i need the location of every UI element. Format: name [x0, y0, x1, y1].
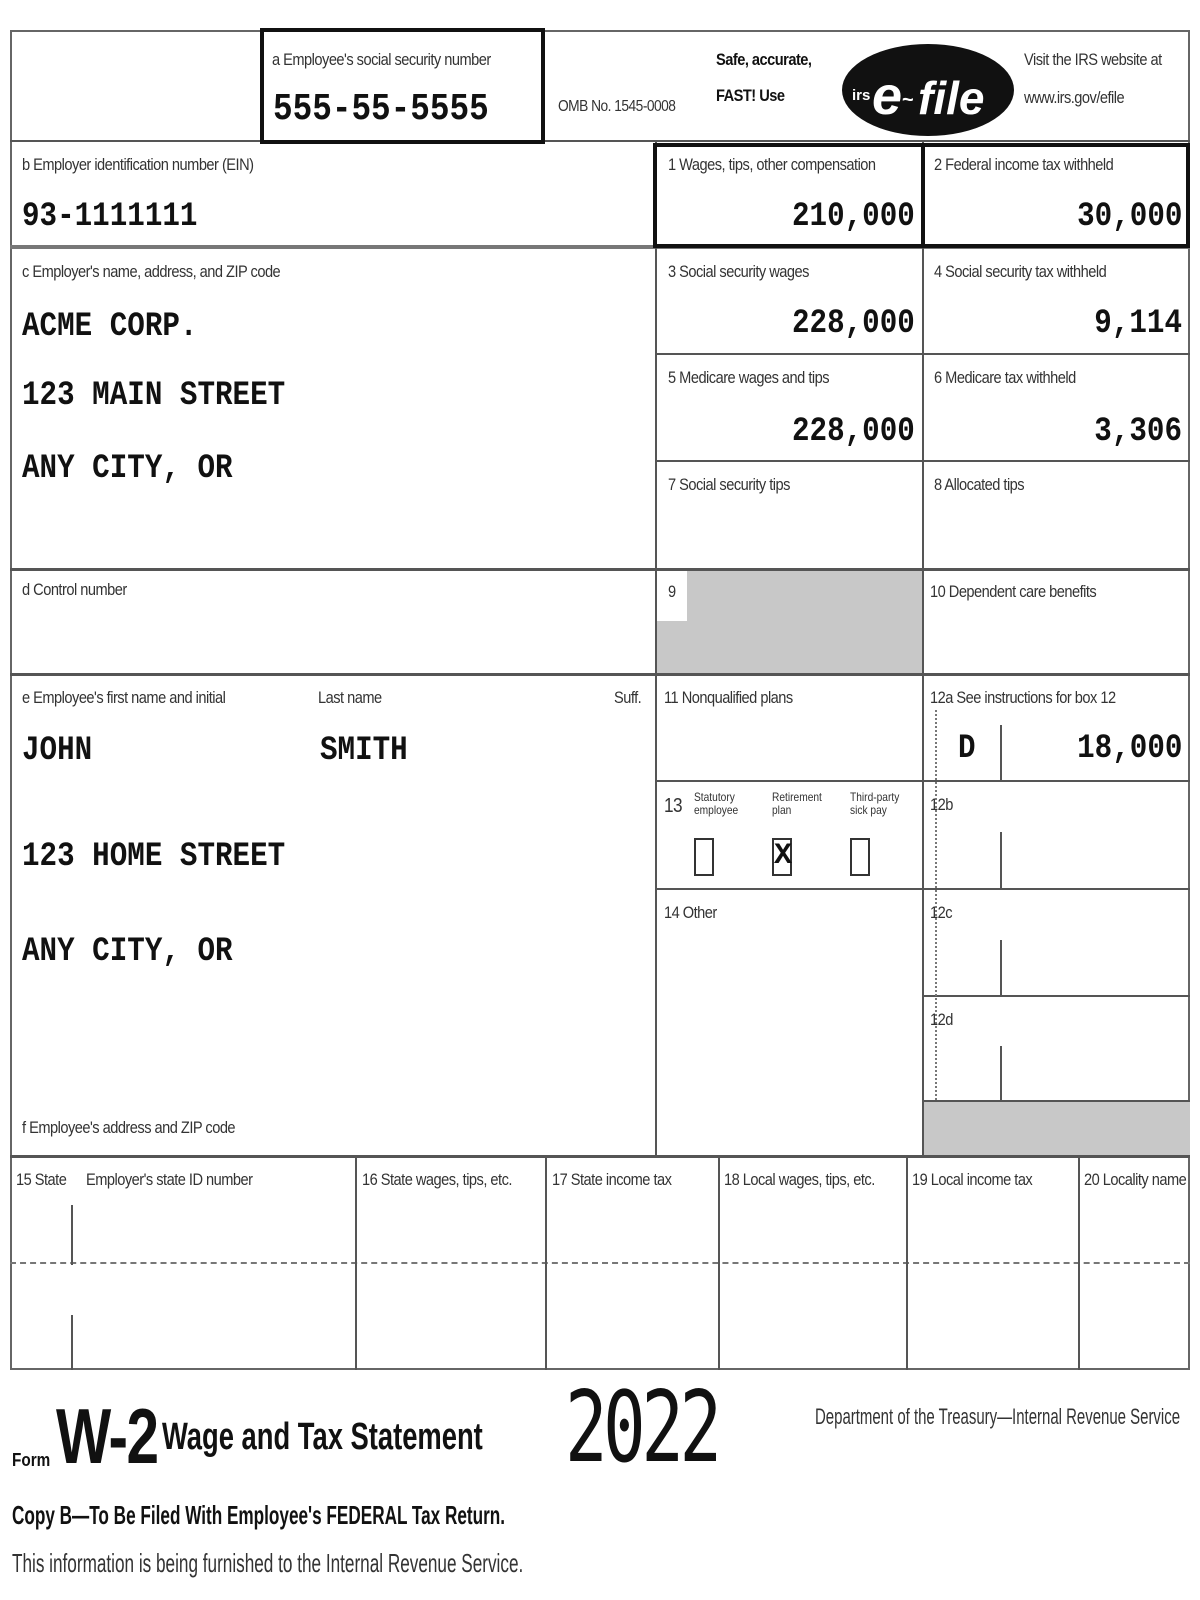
box-16-label: 16 State wages, tips, etc. [362, 1170, 512, 1189]
ein-label: b Employer identification number (EIN) [22, 155, 254, 174]
state-id-divider [71, 1205, 73, 1265]
efile-logo-graphic [842, 44, 1014, 136]
rule [10, 568, 1190, 571]
ssn-label: a Employee's social security number [272, 50, 491, 69]
ein-value[interactable]: 93-1111111 [22, 198, 198, 236]
rule [922, 140, 924, 1155]
box-5-value[interactable]: 228,000 [792, 413, 915, 451]
box-12a-code-divider [1000, 725, 1002, 780]
box-13-retirement-label: Retirement plan [772, 790, 822, 817]
rule [545, 1155, 547, 1370]
box-12-shaded [924, 1102, 1190, 1155]
svg-text:irs: irs [852, 87, 871, 104]
employee-address-label: f Employee's address and ZIP code [22, 1118, 236, 1137]
form-name: W-2 [56, 1392, 158, 1480]
box-12d-label: 12d [930, 1010, 953, 1029]
box-18-label: 18 Local wages, tips, etc. [724, 1170, 875, 1189]
box-11-label: 11 Nonqualified plans [664, 688, 793, 707]
employee-suffix-label: Suff. [614, 688, 642, 707]
box-7-label: 7 Social security tips [668, 475, 790, 494]
box-12a-value[interactable]: 18,000 [1076, 730, 1182, 768]
form-title: Wage and Tax Statement [162, 1416, 483, 1458]
third-party-sick-pay-checkbox[interactable] [850, 838, 870, 876]
info-line: This information is being furnished to the Internal Revenue Service. [12, 1548, 524, 1578]
box-19-label: 19 Local income tax [912, 1170, 1033, 1189]
rule [10, 140, 1190, 142]
box-13-thirdparty-label: Third-party sick pay [850, 790, 900, 817]
control-number-label: d Control number [22, 580, 127, 599]
rule [921, 143, 925, 248]
ssn-value[interactable]: 555-55-5555 [273, 88, 489, 131]
employee-street[interactable]: 123 HOME STREET [22, 838, 286, 876]
box-20-label: 20 Locality name [1084, 1170, 1187, 1189]
box-10-label: 10 Dependent care benefits [930, 582, 1097, 601]
employee-first-label: e Employee's first name and initial [22, 688, 226, 707]
retirement-plan-checkbox[interactable]: X [772, 838, 792, 876]
state-id-divider [71, 1315, 73, 1370]
statutory-employee-checkbox[interactable] [694, 838, 714, 876]
omb-number: OMB No. 1545-0008 [558, 98, 676, 115]
box-12c-label: 12c [930, 903, 953, 922]
department-line: Department of the Treasury—Internal Revenue Service [815, 1404, 1181, 1429]
rule [10, 1155, 1190, 1158]
form-word: Form [12, 1450, 51, 1470]
visit-line-1: Visit the IRS website at [1024, 50, 1162, 69]
rule [922, 995, 1190, 997]
slogan-line-2: FAST! Use [716, 86, 785, 105]
box-17-label: 17 State income tax [552, 1170, 672, 1189]
employee-last-label: Last name [318, 688, 382, 707]
employer-street[interactable]: 123 MAIN STREET [22, 377, 286, 415]
slogan-line-1: Safe, accurate, [716, 50, 812, 69]
box-5-label: 5 Medicare wages and tips [668, 368, 830, 387]
rule [718, 1155, 720, 1370]
box-12a-code[interactable]: D [958, 730, 976, 768]
box-1-label: 1 Wages, tips, other compensation [668, 155, 876, 174]
box-12d-code-divider [1000, 1046, 1002, 1100]
box-6-label: 6 Medicare tax withheld [934, 368, 1076, 387]
visit-line-2: www.irs.gov/efile [1024, 88, 1125, 107]
rule [906, 1155, 908, 1370]
copy-b-line: Copy B—To Be Filed With Employee's FEDERAL Tax Return. [12, 1500, 506, 1530]
employer-name-label: c Employer's name, address, and ZIP code [22, 262, 281, 281]
box-13-label: 13 [664, 795, 683, 817]
employer-city[interactable]: ANY CITY, OR [22, 450, 233, 488]
box-12a-label: 12a See instructions for box 12 [930, 688, 1116, 707]
state-row-divider [10, 1262, 1190, 1264]
irs-efile-logo [842, 44, 1014, 136]
box-13-statutory-label: Statutory employee [694, 790, 739, 817]
box-6-value[interactable]: 3,306 [1094, 413, 1182, 451]
box-9-shaded [657, 571, 922, 673]
box-15-id-label: Employer's state ID number [86, 1170, 253, 1189]
rule [1078, 1155, 1080, 1370]
box-1-value[interactable]: 210,000 [792, 198, 915, 236]
box-12b-code-divider [1000, 832, 1002, 888]
box-2-value[interactable]: 30,000 [1076, 198, 1182, 236]
box-8-label: 8 Allocated tips [934, 475, 1025, 494]
box-14-label: 14 Other [664, 903, 717, 922]
box-2-label: 2 Federal income tax withheld [934, 155, 1114, 174]
box-4-label: 4 Social security tax withheld [934, 262, 1107, 281]
box-15-state-label: 15 State [16, 1170, 67, 1189]
tax-year: 2022 [565, 1371, 718, 1485]
svg-text:~: ~ [902, 89, 914, 111]
svg-text:file: file [918, 72, 985, 124]
employee-first-name[interactable]: JOHN [22, 732, 93, 770]
svg-text:e: e [872, 66, 903, 126]
box-12c-code-divider [1000, 940, 1002, 995]
employee-city[interactable]: ANY CITY, OR [22, 933, 233, 971]
rule [355, 1155, 357, 1370]
box-4-value[interactable]: 9,114 [1094, 305, 1182, 343]
employer-name[interactable]: ACME CORP. [22, 308, 198, 346]
box-3-value[interactable]: 228,000 [792, 305, 915, 343]
box-3-label: 3 Social security wages [668, 262, 809, 281]
box-9-label: 9 [668, 582, 676, 601]
box-12b-label: 12b [930, 795, 953, 814]
employee-last-name[interactable]: SMITH [320, 732, 408, 770]
rule [10, 673, 1190, 676]
